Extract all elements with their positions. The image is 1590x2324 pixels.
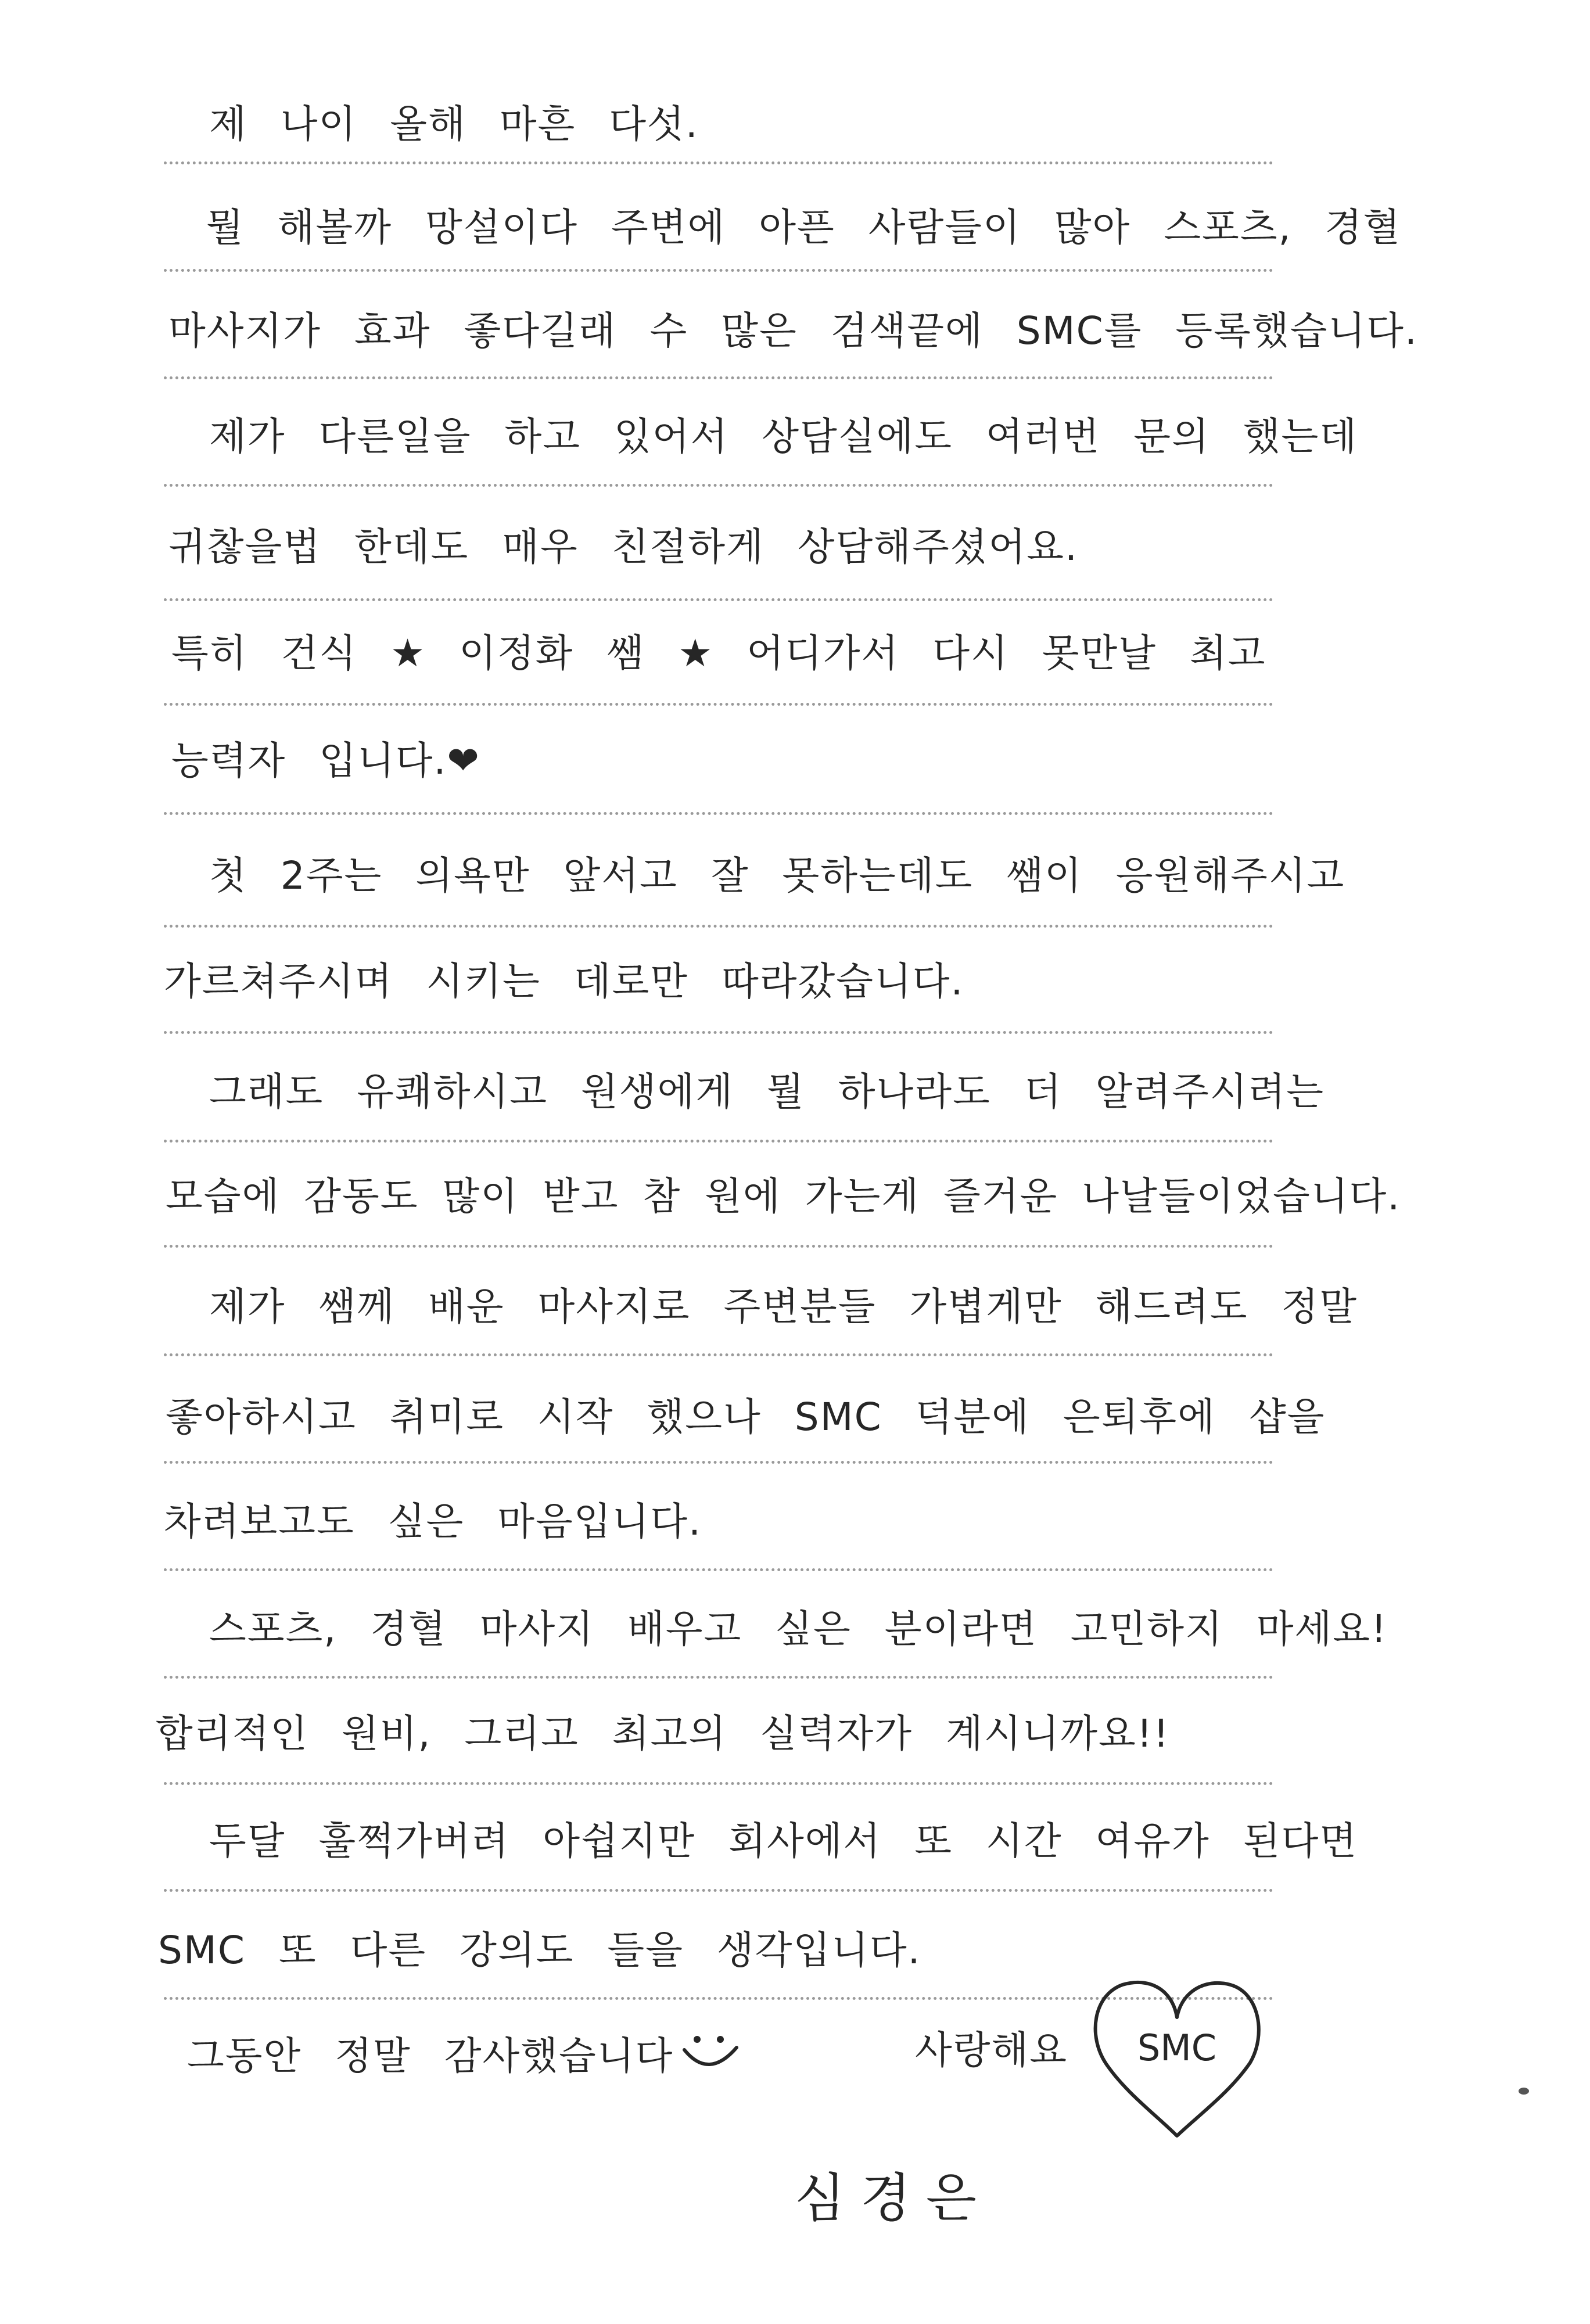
letter-line-2: 뭘 해볼까 망설이다 주변에 아픈 사람들이 많아 스포츠, 경혈 [206,205,1401,250]
ruled-line [164,161,1273,164]
ruled-line [164,376,1273,379]
ruled-line [164,1889,1273,1892]
ruled-line [164,1568,1273,1571]
letter-line-5: 귀찮을법 한데도 매우 친절하게 상담해주셨어요. [168,525,1079,569]
letter-line-20: 사랑해요 [915,2028,1068,2072]
heart-stamp [1085,1972,1269,2140]
letter-line-13: 좋아하시고 취미로 시작 했으나 SMC 덕분에 은퇴후에 샵을 [166,1395,1326,1439]
smiley-face-icon [679,2024,742,2077]
letter-line-1: 제 나이 올해 마흔 다섯. [209,102,699,146]
ruled-line [164,1461,1273,1464]
ink-mark [1519,2088,1529,2095]
ruled-line [164,269,1273,272]
letter-line-7: 능력자 입니다.❤ [171,738,480,783]
letter-line-10: 그래도 유쾌하시고 원생에게 뭘 하나라도 더 알려주시려는 [209,1069,1325,1114]
ruled-line [164,484,1273,487]
letter-line-19: 그동안 정말 감사했습니다 [187,2034,674,2078]
ruled-line [164,925,1273,928]
letter-line-8: 첫 2주는 의욕만 앞서고 잘 못하는데도 쌤이 응원해주시고 [209,853,1345,898]
signature: 심경은 [795,2168,992,2229]
letter-line-3: 마사지가 효과 좋다길래 수 많은 검색끝에 SMC를 등록했습니다. [168,308,1418,353]
ruled-line [164,1031,1273,1034]
ruled-line [164,1353,1273,1356]
letter-line-16: 합리적인 원비, 그리고 최고의 실력자가 계시니까요!! [156,1711,1170,1756]
ruled-line [164,1676,1273,1679]
letter-line-15: 스포츠, 경혈 마사지 배우고 싶은 분이라면 고민하지 마세요! [209,1607,1388,1651]
letter-line-6: 특히 건식 ★ 이정화 쌤 ★ 어디가서 다시 못만날 최고 [171,631,1266,676]
ruled-line [164,1782,1273,1785]
ruled-line [164,703,1273,706]
letter-line-12: 제가 쌤께 배운 마사지로 주변분들 가볍게만 해드려도 정말 [209,1284,1358,1329]
letter-line-14: 차려보고도 싶은 마음입니다. [164,1499,702,1544]
letter-line-11: 모습에 감동도 많이 받고 참 원에 가는게 즐거운 나날들이었습니다. [166,1174,1401,1219]
letter-line-4: 제가 다른일을 하고 있어서 상담실에도 여러번 문의 했는데 [209,414,1358,459]
letter-line-9: 가르쳐주시며 시키는 데로만 따라갔습니다. [164,959,964,1004]
letter-line-18: SMC 또 다른 강의도 들을 생각입니다. [158,1928,921,1973]
ruled-line [164,812,1273,815]
letter-line-17: 두달 훌쩍가버려 아쉽지만 회사에서 또 시간 여유가 된다면 [209,1819,1358,1863]
ruled-line [164,1140,1273,1143]
ruled-line [164,1245,1273,1248]
ruled-line [164,598,1273,601]
heart-stamp-text: SMC [1137,2027,1217,2069]
